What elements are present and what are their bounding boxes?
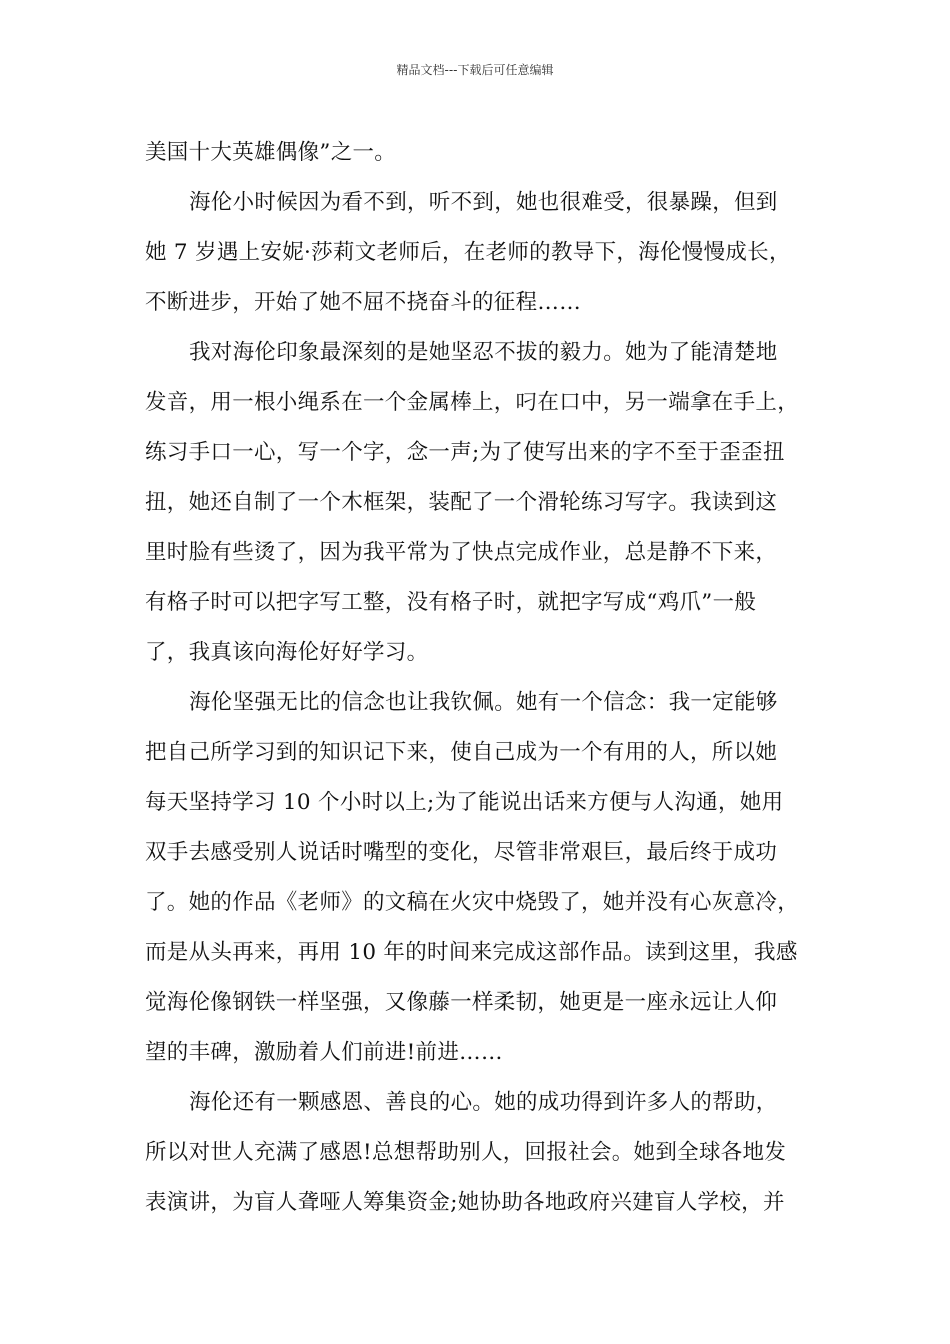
text-line: 扭，她还自制了一个木框架，装配了一个滑轮练习写字。我读到这 bbox=[145, 490, 778, 515]
text-line: 了，我真该向海伦好好学习。 bbox=[145, 640, 429, 665]
text-line: 了。她的作品《老师》的文稿在火灾中烧毁了，她并没有心灰意冷， bbox=[145, 890, 800, 915]
text-line: 觉海伦像钢铁一样坚强，又像藤一样柔韧，她更是一座永远让人仰 bbox=[145, 990, 778, 1015]
text-line: 每天坚持学习 10 个小时以上;为了能说出话来方便与人沟通，她用 bbox=[145, 790, 784, 815]
text-line: 海伦坚强无比的信念也让我钦佩。她有一个信念：我一定能够 bbox=[189, 690, 778, 715]
text-line: 双手去感受别人说话时嘴型的变化，尽管非常艰巨，最后终于成功 bbox=[145, 840, 778, 865]
text-line: 练习手口一心，写一个字，念一声;为了使写出来的字不至于歪歪扭 bbox=[145, 440, 785, 465]
text-line: 而是从头再来，再用 10 年的时间来完成这部作品。读到这里，我感 bbox=[145, 940, 798, 965]
text-line: 我对海伦印象最深刻的是她坚忍不拔的毅力。她为了能清楚地 bbox=[189, 340, 778, 365]
text-line: 不断进步，开始了她不屈不挠奋斗的征程…… bbox=[145, 290, 582, 315]
text-line: 把自己所学习到的知识记下来，使自己成为一个有用的人，所以她 bbox=[145, 740, 778, 765]
text-line: 发音，用一根小绳系在一个金属棒上，叼在口中，另一端拿在手上， bbox=[145, 390, 800, 415]
text-line: 海伦还有一颗感恩、善良的心。她的成功得到许多人的帮助， bbox=[189, 1090, 778, 1115]
page-header: 精品文档---下载后可任意编辑 bbox=[396, 63, 554, 77]
text-line: 海伦小时候因为看不到，听不到，她也很难受，很暴躁，但到 bbox=[189, 190, 778, 215]
text-line: 表演讲，为盲人聋哑人筹集资金;她协助各地政府兴建盲人学校，并 bbox=[145, 1190, 785, 1215]
document-body bbox=[145, 128, 815, 1228]
text-line: 所以对世人充满了感恩!总想帮助别人，回报社会。她到全球各地发 bbox=[145, 1140, 787, 1165]
text-line: 有格子时可以把字写工整，没有格子时，就把字写成“鸡爪”一般 bbox=[145, 590, 757, 615]
text-line: 里时脸有些烫了，因为我平常为了快点完成作业，总是静不下来， bbox=[145, 540, 778, 565]
text-line: 美国十大英雄偶像”之一。 bbox=[145, 140, 397, 165]
text-line: 她 7 岁遇上安妮·莎莉文老师后，在老师的教导下，海伦慢慢成长， bbox=[145, 240, 791, 265]
text-line: 望的丰碑，激励着人们前进!前进…… bbox=[145, 1040, 503, 1065]
